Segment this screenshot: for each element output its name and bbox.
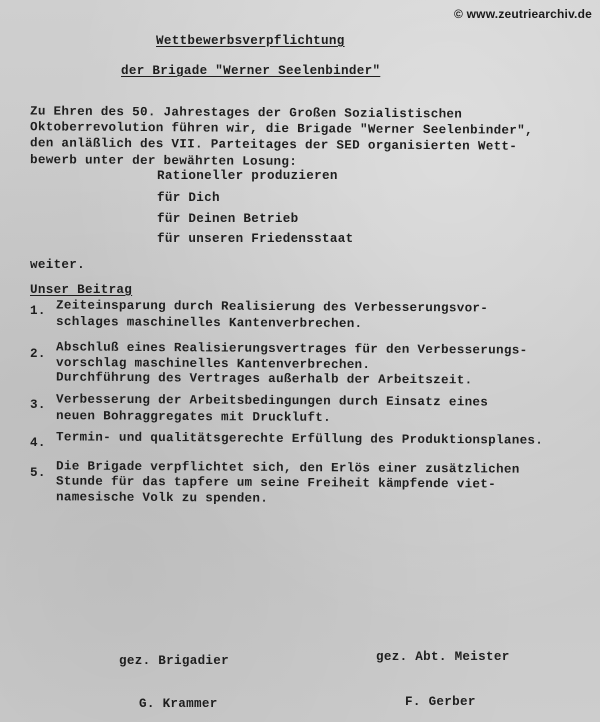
section-label: Unser Beitrag bbox=[30, 283, 133, 297]
slogan-line-3: für Deinen Betrieb bbox=[157, 212, 299, 226]
intro-line-3: den anläßlich des VII. Parteitages der SED organisierten Wett- bbox=[29, 136, 518, 154]
weiter-text: weiter. bbox=[30, 258, 86, 272]
item-line: neuen Bohraggregates mit Druckluft. bbox=[55, 409, 332, 425]
item-number: 3. bbox=[30, 398, 46, 412]
signature-role-right: gez. Abt. Meister bbox=[376, 650, 510, 664]
watermark: © www.zeutriearchiv.de bbox=[454, 7, 592, 21]
signature-name-right: F. Gerber bbox=[405, 695, 476, 709]
item-line: vorschlag maschinelles Kantenverbrechen. bbox=[55, 355, 371, 373]
item-number: 5. bbox=[30, 466, 46, 480]
intro-line-2: Oktoberrevolution führen wir, die Brigade "Werner Seelenbinder", bbox=[29, 120, 533, 138]
intro-line-1: Zu Ehren des 50. Jahrestages der Großen Sozialistischen bbox=[29, 104, 463, 122]
signature-name-left: G. Krammer bbox=[139, 697, 218, 711]
item-line: Durchführung des Vertrages außerhalb der Arbeitszeit. bbox=[55, 370, 473, 388]
document-title: Wettbewerbsverpflichtung bbox=[156, 34, 345, 48]
item-number: 2. bbox=[30, 347, 46, 361]
item-line: Stunde für das tapfere um seine Freiheit kämpfende viet- bbox=[55, 474, 497, 492]
item-line: Abschluß eines Realisierungsvertrages für den Verbesserungs- bbox=[55, 340, 528, 358]
intro-line-4: bewerb unter der bewährten Losung: bbox=[29, 153, 298, 169]
slogan-line-4: für unseren Friedensstaat bbox=[157, 232, 354, 246]
item-number: 4. bbox=[30, 436, 46, 450]
item-line: schlages maschinelles Kantenverbrechen. bbox=[55, 314, 363, 332]
slogan-line-1: Rationeller produzieren bbox=[157, 169, 338, 183]
item-line: Termin- und qualitätsgerechte Erfüllung des Produktionsplanes. bbox=[55, 430, 544, 448]
item-number: 1. bbox=[30, 304, 46, 318]
item-line: namesische Volk zu spenden. bbox=[55, 490, 269, 506]
item-line: Verbesserung der Arbeitsbedingungen durch Einsatz eines bbox=[55, 392, 489, 410]
item-line: Zeiteinsparung durch Realisierung des Verbesserungsvor- bbox=[55, 298, 489, 316]
document-subtitle: der Brigade "Werner Seelenbinder" bbox=[121, 64, 381, 78]
slogan-line-2: für Dich bbox=[157, 191, 220, 205]
item-line: Die Brigade verpflichtet sich, den Erlös einer zusätzlichen bbox=[55, 459, 520, 477]
signature-role-left: gez. Brigadier bbox=[119, 654, 230, 668]
